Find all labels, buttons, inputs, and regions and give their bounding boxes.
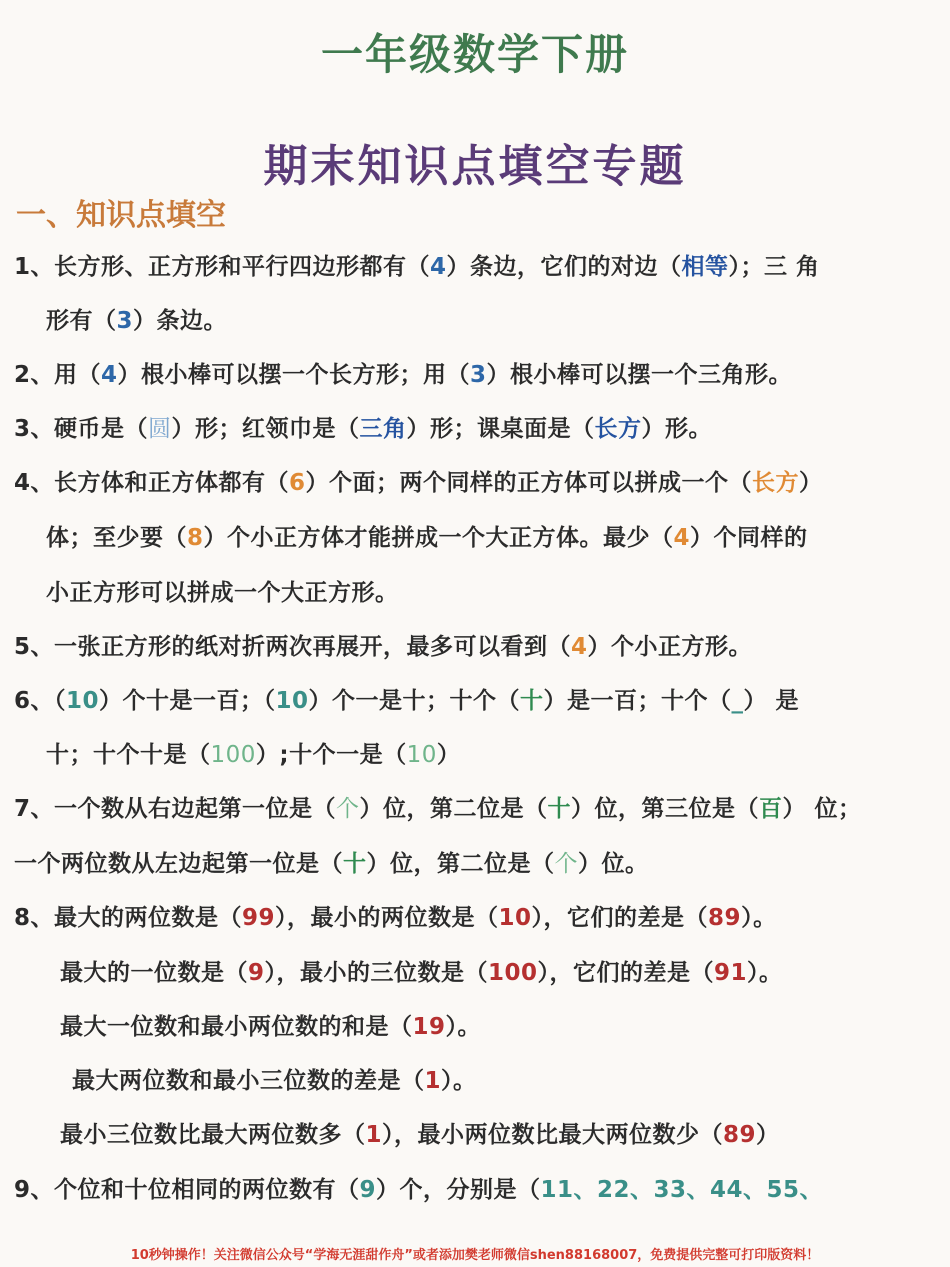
answer: 91 <box>714 960 748 986</box>
answer: 100 <box>488 960 538 986</box>
question-4-line-1: 4、长方体和正方体都有（6）个面；两个同样的正方体可以拼成一个（长方） <box>14 470 823 496</box>
question-4-line-3: 小正方形可以拼成一个大正方形。 <box>46 580 399 606</box>
question-5: 5、一张正方形的纸对折两次再展开，最多可以看到（4）个小正方形。 <box>14 634 753 660</box>
answer: 89 <box>723 1122 757 1148</box>
answer: _ <box>731 688 744 714</box>
question-8-line-5: 最小三位数比最大两位数多（1），最小两位数比最大两位数少（89） <box>60 1122 780 1148</box>
question-6-line-2: 十；十个十是（100）;十个一是（10） <box>46 742 461 768</box>
answer: 10 <box>498 905 532 931</box>
answer: 三角 <box>359 416 407 442</box>
answer: 长方 <box>594 416 642 442</box>
question-7-line-2: 一个两位数从左边起第一位是（十）位，第二位是（个）位。 <box>14 851 649 877</box>
answer: 长方 <box>752 470 800 496</box>
question-7-line-1: 7、一个数从右边起第一位是（个）位，第二位是（十）位，第三位是（百） 位； <box>14 796 862 822</box>
answer: 11、22、33、44、55、 <box>540 1177 824 1203</box>
question-8-line-2: 最大的一位数是（9），最小的三位数是（100），它们的差是（91）。 <box>60 960 783 986</box>
answer: 1 <box>365 1122 383 1148</box>
question-2: 2、用（4）根小棒可以摆一个长方形；用（3）根小棒可以摆一个三角形。 <box>14 362 793 388</box>
question-8-line-3: 最大一位数和最小两位数的和是（19）。 <box>60 1014 482 1040</box>
answer: 百 <box>759 796 783 822</box>
answer: 4 <box>673 525 691 551</box>
answer: 9 <box>359 1177 377 1203</box>
answer: 4 <box>430 254 447 280</box>
answer: 10 <box>275 688 309 714</box>
answer: 圆 <box>148 416 172 442</box>
question-6-line-1: 6、（10）个十是一百；（10）个一是十；十个（十）是一百；十个（_） 是 <box>14 688 800 714</box>
title-main: 一年级数学下册 <box>320 30 629 79</box>
answer: 个 <box>554 851 578 877</box>
footer-notice: 10秒钟操作！关注微信公众号“学海无涯甜作舟”或者添加樊老师微信shen88168007，免费提供完整可打印版资料！ <box>130 1248 820 1263</box>
answer: 8 <box>187 525 204 551</box>
answer: 99 <box>242 905 276 931</box>
question-8-line-4: 最大两位数和最小三位数的差是（1）。 <box>72 1068 477 1094</box>
answer: 十 <box>343 851 367 877</box>
question-1-line-2: 形有（3）条边。 <box>46 308 228 334</box>
answer: 3 <box>116 308 134 334</box>
question-8-line-1: 8、最大的两位数是（99），最小的两位数是（10），它们的差是（89）。 <box>14 905 777 931</box>
answer: 1 <box>424 1068 442 1094</box>
section-heading: 一、知识点填空 <box>16 198 226 233</box>
answer: 3 <box>470 362 487 388</box>
answer: 10 <box>66 688 100 714</box>
question-9: 9、个位和十位相同的两位数有（9）个，分别是（11、22、33、44、55、 <box>14 1177 824 1203</box>
answer: 个 <box>336 796 360 822</box>
answer: 89 <box>708 905 742 931</box>
answer: 9 <box>248 960 265 986</box>
question-4-line-2: 体；至少要（8）个小正方体才能拼成一个大正方体。最少（4）个同样的 <box>46 525 808 551</box>
answer: 10 <box>406 742 437 768</box>
answer: 相等 <box>681 254 729 280</box>
answer: 4 <box>571 634 588 660</box>
title-sub: 期末知识点填空专题 <box>263 141 687 192</box>
question-3: 3、硬币是（圆）形；红领巾是（三角）形；课桌面是（长方）形。 <box>14 416 713 442</box>
question-1-line-1: 1、长方形、正方形和平行四边形都有（4）条边，它们的对边（相等）；三 角 <box>14 254 820 280</box>
answer: 6 <box>289 470 306 496</box>
answer: 19 <box>412 1014 446 1040</box>
answer: 4 <box>101 362 118 388</box>
answer: 100 <box>210 742 256 768</box>
answer: 十 <box>547 796 572 822</box>
answer: 十 <box>520 688 544 714</box>
